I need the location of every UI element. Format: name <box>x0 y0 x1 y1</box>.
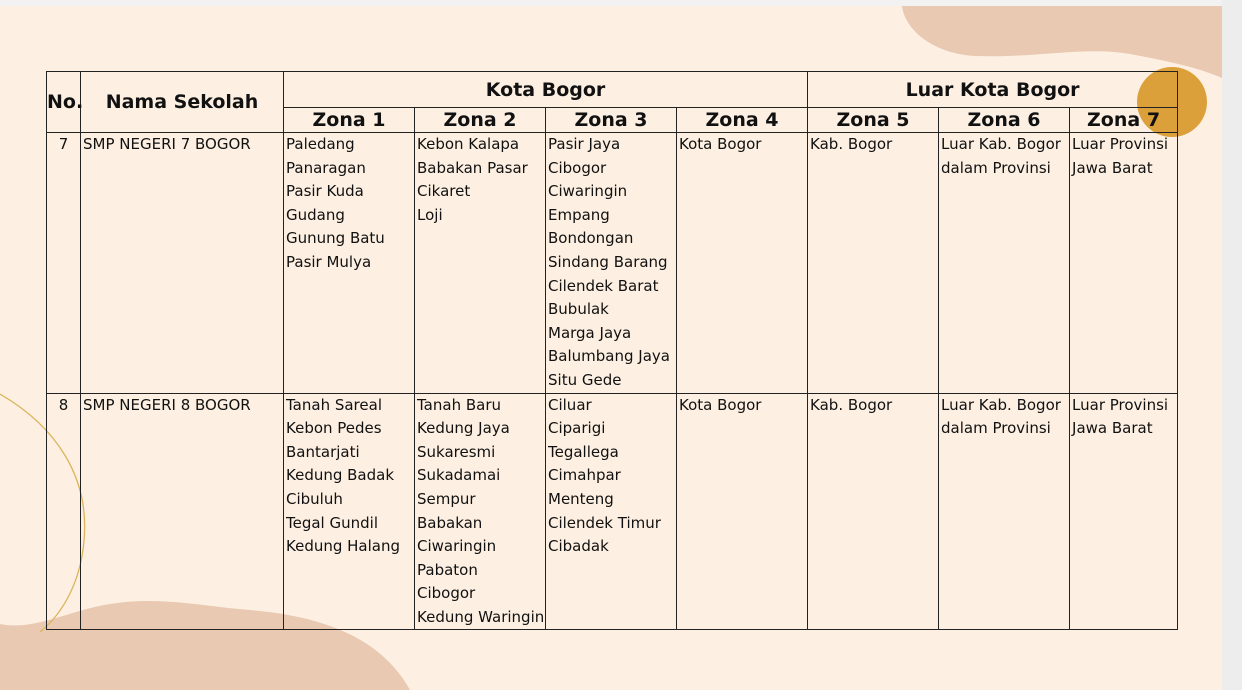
zona-2-cell <box>415 393 546 630</box>
area-item: Cibadak <box>548 537 609 556</box>
area-item: Kedung Halang <box>286 537 401 556</box>
header-zona-5: Zona 5 <box>808 108 939 133</box>
area-item: Kota Bogor <box>679 135 762 153</box>
area-item: Jawa Barat <box>1072 419 1153 438</box>
area-item: Kebon Kalapa <box>417 135 520 153</box>
zona-3-cell <box>546 133 677 394</box>
area-item: Situ Gede <box>548 370 622 389</box>
area-item: Jawa Barat <box>1072 158 1153 177</box>
zona-5-cell <box>808 133 939 394</box>
area-item: Bondongan <box>548 229 634 248</box>
row-number: 7 <box>47 133 81 394</box>
zona-1-cell <box>284 133 415 394</box>
header-zona-1: Zona 1 <box>284 108 415 133</box>
area-item: Marga Jaya <box>548 323 632 342</box>
area-item: Cilendek Barat <box>548 276 659 295</box>
area-item: Babakan <box>417 513 483 532</box>
area-item: Gunung Batu <box>286 229 385 248</box>
zona-4-cell <box>677 133 808 394</box>
zona-5-cell <box>808 393 939 630</box>
zona-4-cell <box>677 393 808 630</box>
area-item: Kedung Badak <box>286 466 395 485</box>
area-item: Sukaresmi <box>417 442 496 461</box>
area-item: Kab. Bogor <box>810 135 893 153</box>
school-name: SMP NEGERI 8 BOGOR <box>81 393 284 630</box>
header-zona-6: Zona 6 <box>939 108 1070 133</box>
area-item: Cikaret <box>417 182 471 201</box>
area-item: Kedung Waringin <box>417 607 545 626</box>
school-name: SMP NEGERI 7 BOGOR <box>81 133 284 394</box>
area-item: Sempur <box>417 489 476 508</box>
header-zona-2: Zona 2 <box>415 108 546 133</box>
area-item: Pasir Kuda <box>286 182 364 201</box>
area-item: Empang <box>548 205 610 224</box>
area-item: dalam Provinsi <box>941 158 1051 177</box>
area-item: Luar Kab. Bogor <box>941 135 1061 153</box>
header-no: No. <box>47 72 81 133</box>
area-item: Tegallega <box>548 442 619 461</box>
area-item: Balumbang Jaya <box>548 347 670 366</box>
area-item: Pabaton <box>417 560 478 579</box>
zona-1-cell <box>284 393 415 630</box>
table-row <box>47 133 1178 394</box>
header-zona-3: Zona 3 <box>546 108 677 133</box>
header-zona-7: Zona 7 <box>1070 108 1178 133</box>
header-luar-kota-bogor: Luar Kota Bogor <box>808 72 1178 108</box>
table-row <box>47 393 1178 630</box>
header-zona-4: Zona 4 <box>677 108 808 133</box>
document-page <box>0 6 1222 690</box>
zona-3-cell <box>546 393 677 630</box>
area-item: Kota Bogor <box>679 395 762 414</box>
area-item: Bubulak <box>548 300 609 319</box>
area-item: Cibuluh <box>286 489 343 508</box>
zona-6-cell <box>939 133 1070 394</box>
area-item: Ciparigi <box>548 419 606 438</box>
area-item: Bantarjati <box>286 442 360 461</box>
zona-7-cell <box>1070 133 1178 394</box>
zona-7-cell <box>1070 393 1178 630</box>
area-item: Cibogor <box>548 158 607 177</box>
header-school: Nama Sekolah <box>81 72 284 133</box>
area-item: Gudang <box>286 205 345 224</box>
area-item: dalam Provinsi <box>941 419 1051 438</box>
area-item: Ciwaringin <box>548 182 628 201</box>
area-item: Luar Provinsi <box>1072 395 1169 414</box>
row-number: 8 <box>47 393 81 630</box>
right-scroll-edge <box>1222 0 1242 690</box>
area-item: Sindang Barang <box>548 252 668 271</box>
area-item: Pasir Mulya <box>286 252 372 271</box>
area-item: Ciluar <box>548 395 592 414</box>
area-item: Tanah Baru <box>417 395 502 414</box>
area-item: Tegal Gundil <box>286 513 378 532</box>
zona-2-cell <box>415 133 546 394</box>
area-item: Luar Kab. Bogor <box>941 395 1061 414</box>
area-item: Kab. Bogor <box>810 395 893 414</box>
area-item: Kedung Jaya <box>417 419 510 438</box>
zone-table <box>46 71 1178 630</box>
area-item: Menteng <box>548 489 614 508</box>
area-item: Sukadamai <box>417 466 501 485</box>
area-item: Ciwaringin <box>417 537 497 556</box>
area-item: Cimahpar <box>548 466 621 485</box>
area-item: Paledang <box>286 135 355 153</box>
area-item: Pasir Jaya <box>548 135 621 153</box>
area-item: Loji <box>417 205 443 224</box>
area-item: Luar Provinsi <box>1072 135 1169 153</box>
zona-6-cell <box>939 393 1070 630</box>
header-kota-bogor: Kota Bogor <box>284 72 808 108</box>
area-item: Cilendek Timur <box>548 513 661 532</box>
area-item: Panaragan <box>286 158 366 177</box>
area-item: Babakan Pasar <box>417 158 528 177</box>
area-item: Cibogor <box>417 584 476 603</box>
area-item: Kebon Pedes <box>286 419 382 438</box>
area-item: Tanah Sareal <box>286 395 382 414</box>
